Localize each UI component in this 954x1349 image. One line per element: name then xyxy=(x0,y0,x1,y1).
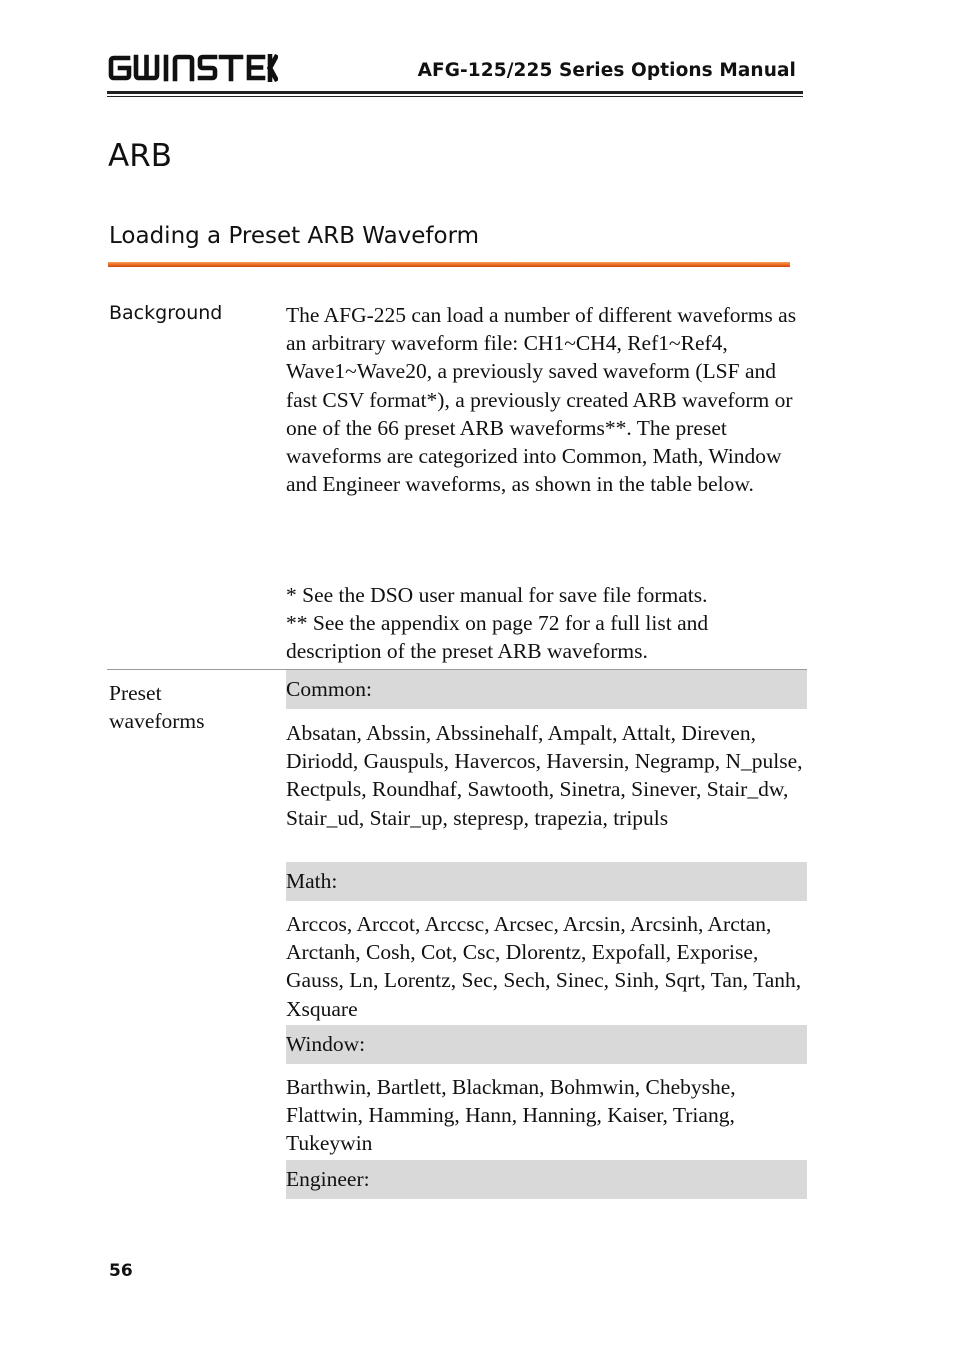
footnote-save-formats: * See the DSO user manual for save file formats. xyxy=(286,583,708,607)
preset-label-line1: Preset xyxy=(109,681,162,705)
background-paragraph: The AFG-225 can load a number of different waveforms as an arbitrary waveform file: CH1~CH4, Ref1~Ref4, Wave1~Wave20, a previously saved waveform (LSF and fast CSV format*), a previously created ARB waveform or one of the 66 preset ARB waveforms**. The preset waveforms are categorized into Common, Math, Window and Engineer waveforms, as shown in the table below. xyxy=(286,303,797,497)
background-label: Background xyxy=(109,302,223,324)
preset-label-line2: waveforms xyxy=(109,709,205,733)
category-list-math: Arccos, Arccot, Arccsc, Arcsec, Arcsin, Arcsinh, Arctan, Arctanh, Cosh, Cot, Csc, Dlorentz, Expofall, Exporise, Gauss, Ln, Lorentz, Sec, Sech, Sinec, Sinh, Sqrt, Tan, Tanh, Xsquare xyxy=(286,912,802,1021)
gw-instek-logo xyxy=(108,54,278,82)
manual-title: AFG-125/225 Series Options Manual xyxy=(417,60,796,81)
subsection-title: Loading a Preset ARB Waveform xyxy=(109,223,480,249)
category-header-math: Math: xyxy=(286,862,807,901)
header-rule-thin xyxy=(107,96,803,97)
footnote-appendix: ** See the appendix on page 72 for a full list and description of the preset ARB waveforms. xyxy=(286,611,709,664)
page-number: 56 xyxy=(109,1261,133,1281)
category-header-common: Common: xyxy=(286,670,807,709)
background-footnotes xyxy=(286,581,808,666)
header-rule xyxy=(107,91,803,94)
section-title: ARB xyxy=(108,138,173,174)
preset-waveforms-label xyxy=(109,679,205,735)
subsection-underline xyxy=(108,262,790,267)
category-list-common: Absatan, Abssin, Abssinehalf, Ampalt, Attalt, Direven, Diriodd, Gauspuls, Havercos, Haversin, Negramp, N_pulse, Rectpuls, Roundhaf, Sawtooth, Sinetra, Sinever, Stair_dw, Stair_ud, Stair_up, stepresp, trapezia, tripuls xyxy=(286,721,803,830)
category-list-window: Barthwin, Bartlett, Blackman, Bohmwin, Chebyshe, Flattwin, Hamming, Hann, Hanning, Kaiser, Triang, Tukeywin xyxy=(286,1075,736,1156)
category-header-window: Window: xyxy=(286,1025,807,1064)
category-header-engineer: Engineer: xyxy=(286,1160,807,1199)
